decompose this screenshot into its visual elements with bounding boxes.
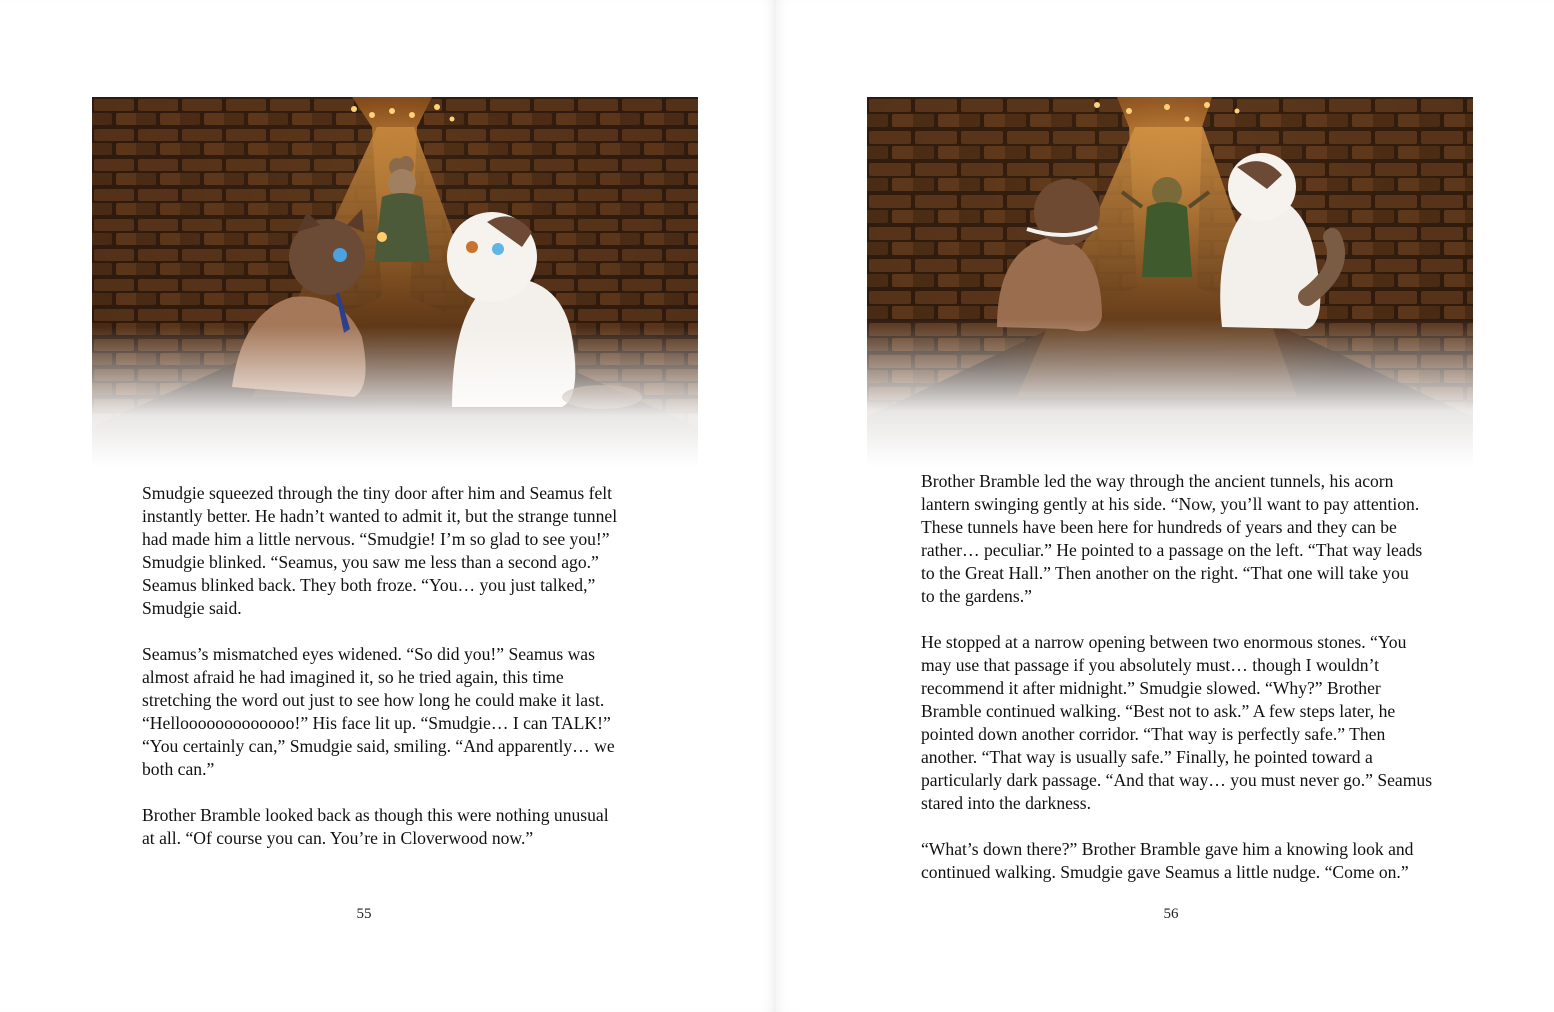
page-number: 55: [356, 906, 372, 922]
text-line: another. “That way is usually safe.” Finally, he pointed toward a: [921, 747, 1373, 767]
text-line: Seamus’s mismatched eyes widened. “So did you!” Seamus was: [142, 644, 595, 664]
text-line: continued walking. Smudgie gave Seamus a little nudge. “Come on.”: [921, 862, 1409, 882]
text-line: may use that passage if you absolutely must… though I wouldn’t: [921, 655, 1380, 675]
page-right: [776, 0, 1554, 1012]
text-line: lantern swinging gently at his side. “Now, you’ll want to pay attention.: [921, 494, 1420, 514]
paragraph: [921, 631, 1456, 815]
text-line: These tunnels have been here for hundreds of years and they can be: [921, 517, 1397, 537]
tunnel-scene-left: [92, 97, 698, 467]
text-line: stretching the word out just to see how long he could make it last.: [142, 690, 605, 710]
page-text: [142, 482, 662, 873]
text-line: Brother Bramble looked back as though this were nothing unusual: [142, 805, 609, 825]
page-text: [921, 470, 1456, 907]
paragraph: [921, 838, 1456, 884]
text-line: Smudgie said.: [142, 598, 242, 618]
text-line: Bramble continued walking. “Best not to ask.” A few steps later, he: [921, 701, 1396, 721]
text-line: both can.”: [142, 759, 215, 779]
text-line: at all. “Of course you can. You’re in Cloverwood now.”: [142, 828, 534, 848]
text-line: instantly better. He hadn’t wanted to admit it, but the strange tunnel: [142, 506, 618, 526]
text-line: Brother Bramble led the way through the ancient tunnels, his acorn: [921, 471, 1394, 491]
paragraph: [921, 470, 1456, 608]
paragraph: [142, 482, 662, 620]
text-line: He stopped at a narrow opening between two enormous stones. “You: [921, 632, 1407, 652]
text-line: particularly dark passage. “And that way… you must never go.” Seamus: [921, 770, 1433, 790]
illustration-tunnel-cats-walking: [867, 97, 1473, 467]
text-line: almost afraid he had imagined it, so he tried again, this time: [142, 667, 564, 687]
text-line: recommend it after midnight.” Smudgie slowed. “Why?” Brother: [921, 678, 1381, 698]
page-number: 56: [1163, 906, 1179, 922]
page-left: [0, 0, 776, 1012]
text-line: had made him a little nervous. “Smudgie! I’m so glad to see you!”: [142, 529, 610, 549]
text-line: to the gardens.”: [921, 586, 1032, 606]
text-line: Smudgie blinked. “Seamus, you saw me less than a second ago.”: [142, 552, 599, 572]
illustration-tunnel-cats-facing: [92, 97, 698, 467]
text-line: “Hellooooooooooooo!” His face lit up. “Smudgie… I can TALK!”: [142, 713, 611, 733]
paragraph: [142, 804, 662, 850]
text-line: “You certainly can,” Smudgie said, smiling. “And apparently… we: [142, 736, 615, 756]
text-line: rather… peculiar.” He pointed to a passage on the left. “That way leads: [921, 540, 1423, 560]
tunnel-scene-right: [867, 97, 1473, 467]
paragraph: [142, 643, 662, 781]
text-line: pointed down another corridor. “That way is perfectly safe.” Then: [921, 724, 1386, 744]
text-line: “What’s down there?” Brother Bramble gave him a knowing look and: [921, 839, 1414, 859]
text-line: Smudgie squeezed through the tiny door after him and Seamus felt: [142, 483, 613, 503]
text-line: stared into the darkness.: [921, 793, 1092, 813]
text-line: to the Great Hall.” Then another on the right. “That one will take you: [921, 563, 1409, 583]
text-line: Seamus blinked back. They both froze. “You… you just talked,”: [142, 575, 596, 595]
